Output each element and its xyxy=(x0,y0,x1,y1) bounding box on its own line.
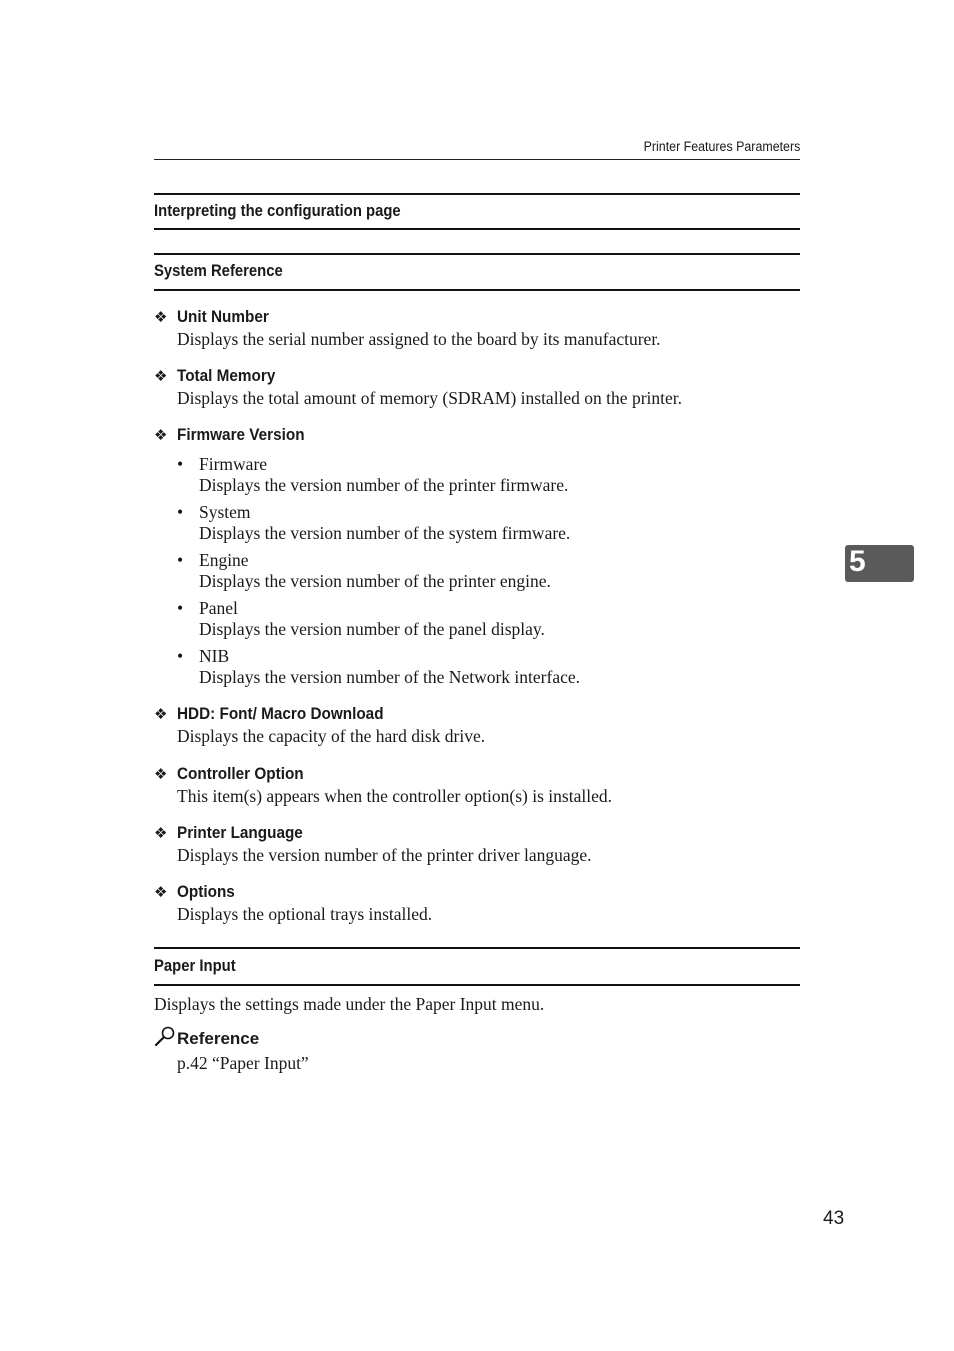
item-title-unit-number: ❖ Unit Number xyxy=(154,307,269,326)
list-item-desc: Displays the version number of the Network interface. xyxy=(199,667,580,687)
bullet-dot-icon: • xyxy=(177,598,184,618)
item-title-firmware-version: ❖ Firmware Version xyxy=(154,425,305,444)
section-heading-text: Interpreting the configuration page xyxy=(154,202,401,220)
item-desc-total-memory: Displays the total amount of memory (SDRAM) installed on the printer. xyxy=(177,388,682,408)
reference-link[interactable]: p.42 “Paper Input” xyxy=(177,1053,309,1073)
list-item-desc: Displays the version number of the printer engine. xyxy=(199,571,551,591)
diamond-bullet-icon: ❖ xyxy=(154,884,168,901)
bullet-dot-icon: • xyxy=(177,502,184,522)
list-item-desc: Displays the version number of the panel display. xyxy=(199,619,545,639)
section-heading-text: System Reference xyxy=(154,262,283,280)
magnifier-reference-icon xyxy=(154,1025,177,1047)
item-desc-printer-language: Displays the version number of the printer driver language. xyxy=(177,845,592,865)
reference-heading xyxy=(154,1025,259,1049)
bullet-dot-icon: • xyxy=(177,454,184,474)
diamond-bullet-icon: ❖ xyxy=(154,825,168,842)
page-number: 43 xyxy=(823,1208,845,1229)
section-heading-system-reference xyxy=(154,253,800,291)
list-item-label: Firmware xyxy=(199,454,268,474)
diamond-bullet-icon: ❖ xyxy=(154,427,168,444)
chapter-number: 5 xyxy=(849,545,866,578)
list-item-desc: Displays the version number of the printer firmware. xyxy=(199,475,569,495)
chapter-tab xyxy=(845,545,914,582)
item-desc-unit-number: Displays the serial number assigned to the board by its manufacturer. xyxy=(177,329,661,349)
item-title-controller-option: ❖ Controller Option xyxy=(154,764,304,783)
list-item-label: Engine xyxy=(199,550,249,570)
diamond-bullet-icon: ❖ xyxy=(154,309,168,326)
item-title-printer-language: ❖ Printer Language xyxy=(154,823,303,842)
list-item-desc: Displays the version number of the system firmware. xyxy=(199,523,571,543)
list-item-label: System xyxy=(199,502,251,522)
section-heading-text: Paper Input xyxy=(154,957,236,975)
list-item-label: Panel xyxy=(199,598,238,618)
reference-title: Reference xyxy=(177,1029,260,1048)
list-item-label: NIB xyxy=(199,646,230,666)
running-header-text: Printer Features Parameters xyxy=(643,139,800,154)
diamond-bullet-icon: ❖ xyxy=(154,706,168,723)
item-desc-hdd: Displays the capacity of the hard disk drive. xyxy=(177,726,486,746)
item-desc-options: Displays the optional trays installed. xyxy=(177,904,433,924)
section-heading-interpreting xyxy=(154,193,800,230)
diamond-bullet-icon: ❖ xyxy=(154,368,168,385)
running-header xyxy=(154,138,800,160)
bullet-dot-icon: • xyxy=(177,550,184,570)
item-title-total-memory: ❖ Total Memory xyxy=(154,366,276,385)
item-title-options: ❖ Options xyxy=(154,882,235,901)
item-desc-controller-option: This item(s) appears when the controller option(s) is installed. xyxy=(177,786,612,806)
section-heading-paper-input xyxy=(154,947,800,986)
bullet-dot-icon: • xyxy=(177,646,184,666)
paper-input-desc: Displays the settings made under the Paper Input menu. xyxy=(154,994,545,1014)
diamond-bullet-icon: ❖ xyxy=(154,766,168,783)
item-title-hdd: ❖ HDD: Font/ Macro Download xyxy=(154,704,384,723)
